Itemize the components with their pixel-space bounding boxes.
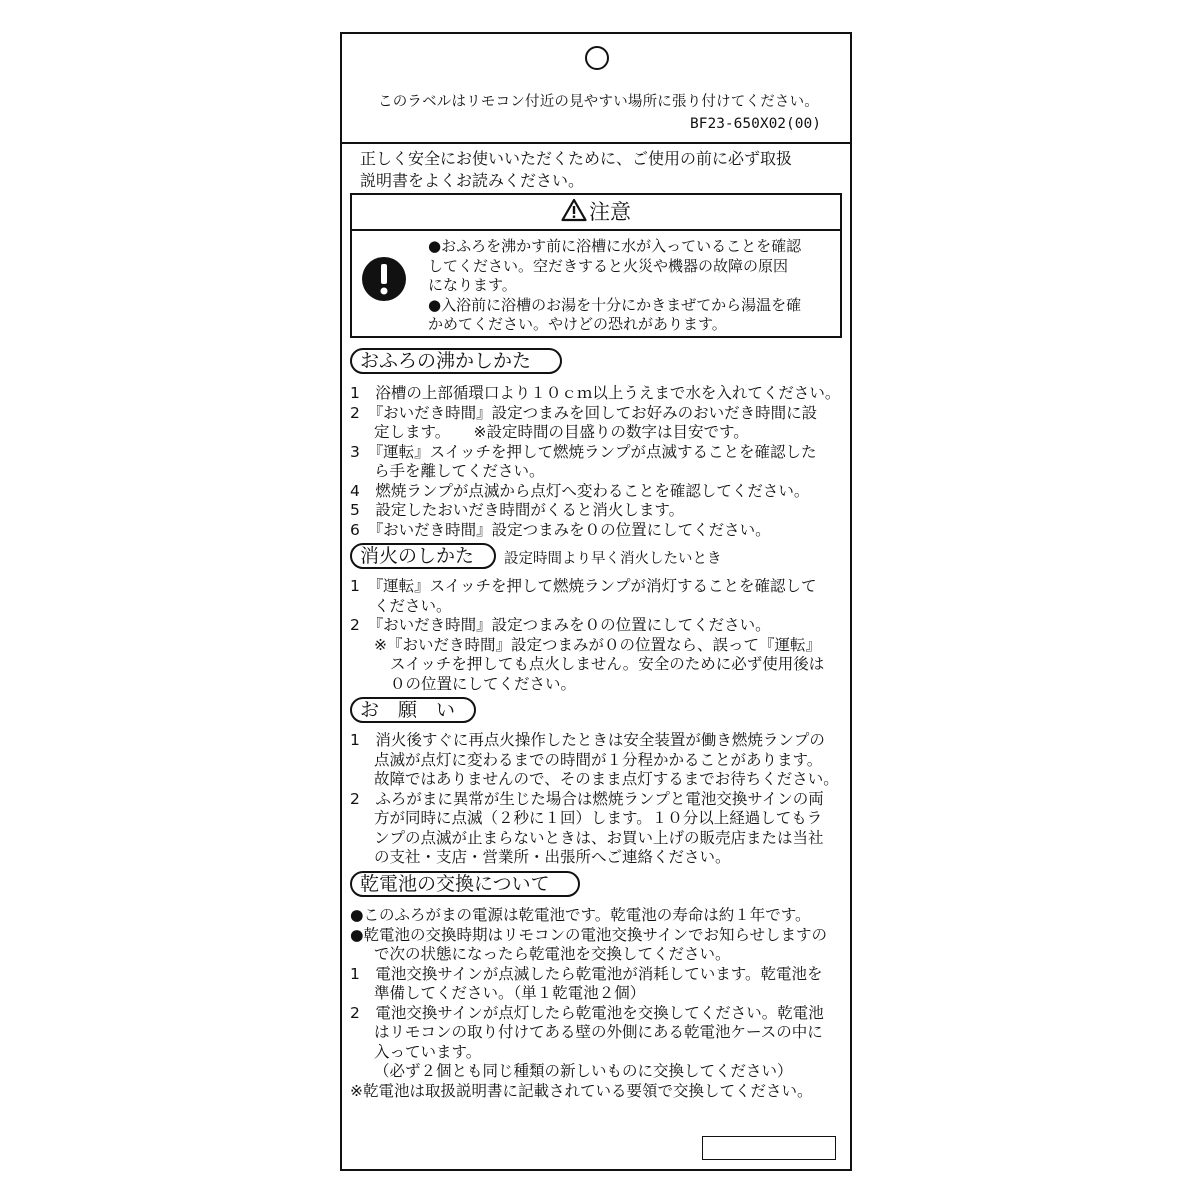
step-line: ※『おいだき時間』設定つまみが０の位置なら、誤って『運転』 xyxy=(374,635,821,654)
battery-line: ●このふろがまの電源は乾電池です。乾電池の寿命は約１年です。 xyxy=(350,906,811,924)
extinguish-steps xyxy=(350,577,850,694)
request-line: 2 ふろがまに異常が生じた場合は燃焼ランプと電池交換サインの両 xyxy=(350,789,824,808)
label-code: BF23-650X02(00) xyxy=(690,116,821,132)
caution-item: ●入浴前に浴槽のお湯を十分にかきまぜてから湯温を確 かめてください。やけどの恐れがあります。 xyxy=(428,295,802,333)
battery-items xyxy=(350,906,850,1101)
intro-line: 説明書をよくお読みください。 xyxy=(360,171,585,190)
lot-number-box xyxy=(702,1136,836,1160)
header-instruction: このラベルはリモコン付近の見やすい場所に張り付けてください。 xyxy=(378,94,819,110)
divider xyxy=(340,142,852,144)
battery-line: 準備してください。（単１乾電池２個） xyxy=(374,984,646,1002)
battery-line: 1 電池交換サインが点滅したら乾電池が消耗しています。乾電池を xyxy=(350,964,823,983)
step-line: 2 『おいだき時間』設定つまみを０の位置にしてください。 xyxy=(350,616,771,634)
step-line: ください。 xyxy=(374,596,452,615)
warning-triangle-icon xyxy=(561,198,587,222)
section-heading-request: お 願 い xyxy=(350,697,476,723)
battery-line: ●乾電池の交換時期はリモコンの電池交換サインでお知らせしますの xyxy=(350,925,827,944)
step-line: 3 『運転』スイッチを押して燃焼ランプが点滅することを確認した xyxy=(350,442,817,461)
request-line: 方が同時に点滅（２秒に１回）します。１０分以上経過してもラ xyxy=(374,809,823,827)
hanging-hole-icon xyxy=(585,46,609,70)
extinguish-note: 設定時間より早く消火したいとき xyxy=(504,551,722,567)
step-line: 2 『おいだき時間』設定つまみを回してお好みのおいだき時間に設 xyxy=(350,403,818,422)
step-line: スイッチを押しても点火しません。安全のために必ず使用後は xyxy=(390,655,825,673)
step-line: 5 設定したおいだき時間がくると消火します。 xyxy=(350,501,685,519)
request-line: の支社・支店・営業所・出張所へご連絡ください。 xyxy=(374,848,731,866)
step-line: ０の位置にしてください。 xyxy=(390,674,577,693)
step-line: 6 『おいだき時間』設定つまみを０の位置にしてください。 xyxy=(350,520,771,539)
exclamation-icon xyxy=(360,255,408,303)
battery-line: 2 電池交換サインが点灯したら乾電池を交換してください。乾電池 xyxy=(350,1003,824,1022)
caution-title-text: 注意 xyxy=(589,200,631,224)
boiling-steps xyxy=(350,384,850,540)
caution-list xyxy=(428,237,838,335)
intro-line: 正しく安全にお使いいただくために、ご使用の前に必ず取扱 xyxy=(360,149,793,168)
battery-line: ※乾電池は取扱説明書に記載されている要領で交換してください。 xyxy=(350,1081,813,1100)
section-heading-boiling: おふろの沸かしかた xyxy=(350,348,562,374)
request-line: ンプの点滅が止まらないときは、お買い上げの販売店または当社 xyxy=(374,828,824,847)
section-heading-extinguish: 消火のしかた xyxy=(350,543,496,569)
step-line: ら手を離してください。 xyxy=(374,462,545,480)
battery-line: で次の状態になったら乾電池を交換してください。 xyxy=(374,945,731,963)
battery-line: はリモコンの取り付けてある壁の外側にある乾電池ケースの中に xyxy=(374,1023,823,1041)
request-line: 点滅が点灯に変わるまでの時間が１分程かかることがあります。 xyxy=(374,750,823,769)
step-line: 定します。 ※設定時間の目盛りの数字は目安です。 xyxy=(374,423,749,441)
section-heading-battery: 乾電池の交換について xyxy=(350,871,580,897)
step-line: 1 『運転』スイッチを押して燃焼ランプが消灯することを確認して xyxy=(350,577,817,595)
request-line: 故障ではありませんので、そのまま点灯するまでお待ちください。 xyxy=(374,770,839,788)
intro-text xyxy=(360,148,850,192)
battery-line: 入っています。 xyxy=(374,1042,482,1061)
step-line: 4 燃焼ランプが点滅から点灯へ変わることを確認してください。 xyxy=(350,481,810,500)
caution-title xyxy=(352,195,840,231)
request-items xyxy=(350,731,850,868)
request-line: 1 消火後すぐに再点火操作したときは安全装置が働き燃焼ランプの xyxy=(350,731,825,749)
battery-line: （必ず２個とも同じ種類の新しいものに交換してください） xyxy=(374,1062,793,1080)
caution-box xyxy=(350,193,842,338)
step-line: 1 浴槽の上部循環口より１０ｃｍ以上うえまで水を入れてください。 xyxy=(350,384,841,402)
caution-item: ●おふろを沸かす前に浴槽に水が入っていることを確認 してください。空だきすると火災や機器の故障の原因 になります。 xyxy=(428,237,802,294)
